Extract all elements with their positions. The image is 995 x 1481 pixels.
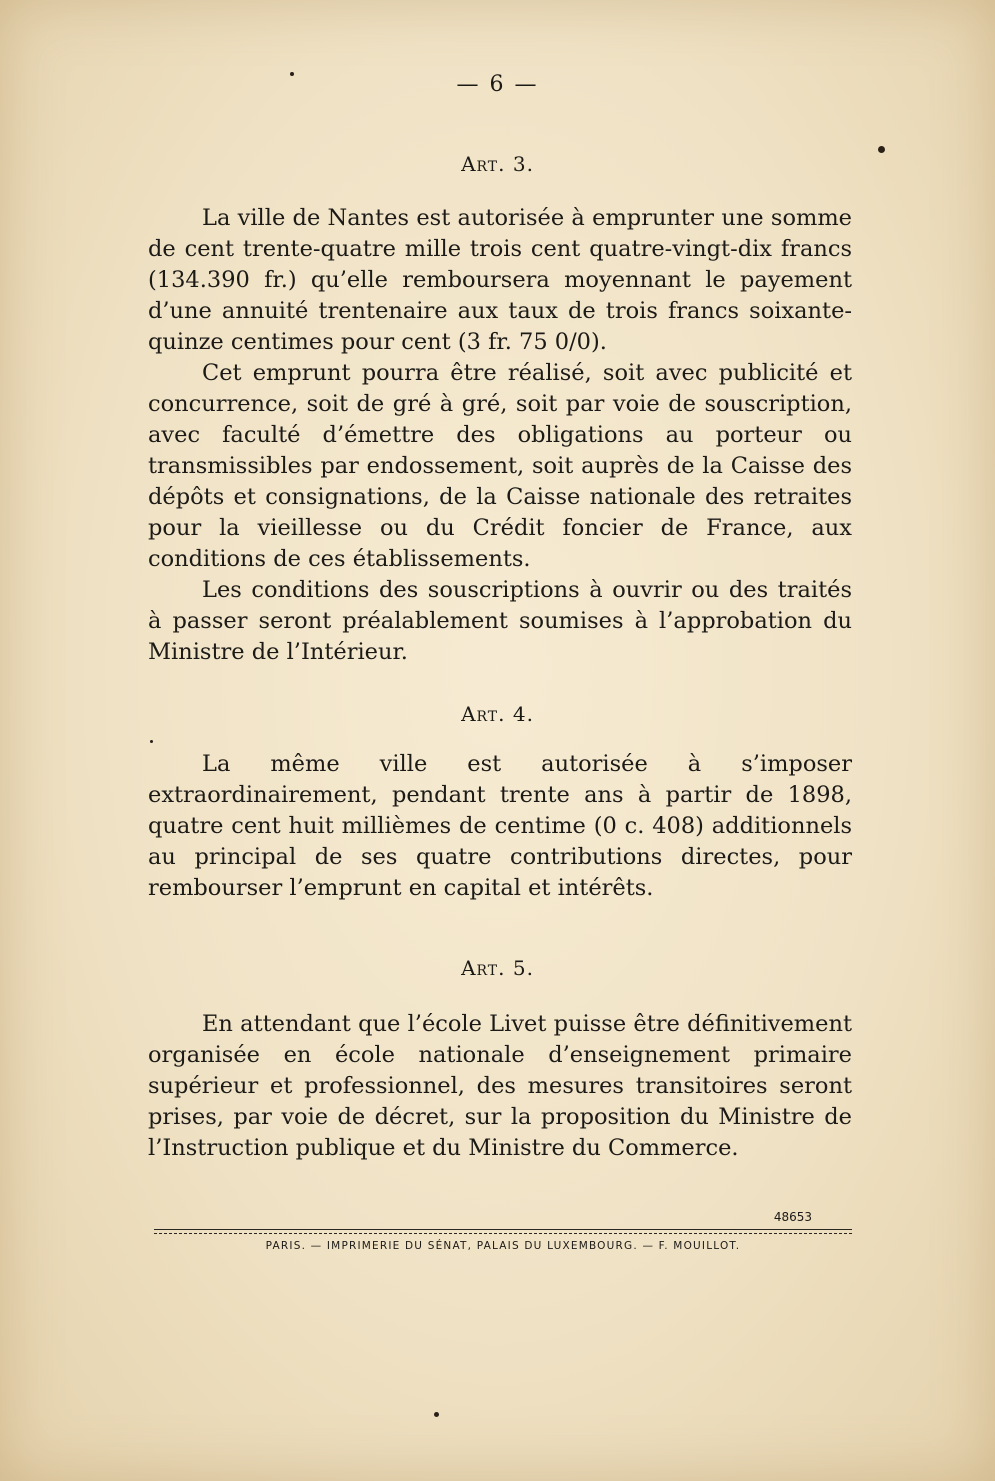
- article-4-paragraph-1: La même ville est autorisée à s’imposer extraordinairement, pendant trente ans à partir de 1898, quatre cent huit millièmes de centime (0 c. 408) additionnels au principal de ses quatre contributions directes, pour rembourser l’emprunt en capital et intérêts.: [148, 751, 852, 901]
- article-3-heading: Art. 3.: [461, 152, 534, 176]
- article-3-paragraph-1: La ville de Nantes est autorisée à emprunter une somme de cent trente-quatre mille trois cent quatre-vingt-dix francs (134.390 fr.) qu’elle remboursera moyennant le payement d’une annuité trentenaire aux taux de trois francs soixante-quinze centimes pour cent (3 fr. 75 0/0).: [148, 205, 852, 355]
- footer-rule-bottom: [154, 1233, 852, 1234]
- article-5-body: [148, 1009, 852, 1164]
- article-3-paragraph-2: Cet emprunt pourra être réalisé, soit avec publicité et concurrence, soit de gré à gré, soit par voie de souscription, avec faculté d’émettre des obligations au porteur ou transmissibles par endossement, soit auprès de la Caisse des dépôts et consignations, de la Caisse nationale des retraites pour la vieillesse ou du Crédit foncier de France, aux conditions de ces établissements.: [148, 360, 852, 572]
- paper-speck: [878, 146, 885, 153]
- print-job-number: 48653: [773, 1210, 812, 1224]
- article-3-body: [148, 203, 852, 668]
- article-3-paragraph-3: Les conditions des souscriptions à ouvrir ou des traités à passer seront préalablement soumises à l’approbation du Ministre de l’Intérieur.: [148, 577, 852, 665]
- footer-rule-top: [154, 1229, 852, 1230]
- printer-imprint: PARIS. — IMPRIMERIE DU SÉNAT, PALAIS DU LUXEMBOURG. — F. MOUILLOT.: [265, 1240, 741, 1252]
- article-4-heading: Art. 4.: [461, 702, 534, 726]
- paper-speck: [290, 72, 294, 76]
- article-5-paragraph-1: En attendant que l’école Livet puisse être définitivement organisée en école nationale d’enseignement primaire supérieur et professionnel, des mesures transitoires seront prises, par voie de décret, sur la proposition du Ministre de l’Instruction publique et du Ministre du Commerce.: [148, 1011, 852, 1161]
- article-4-body: [148, 749, 852, 904]
- paper-speck: [150, 740, 153, 743]
- page-number: — 6 —: [456, 72, 539, 97]
- paper-speck: [434, 1412, 439, 1417]
- article-5-heading: Art. 5.: [461, 956, 534, 980]
